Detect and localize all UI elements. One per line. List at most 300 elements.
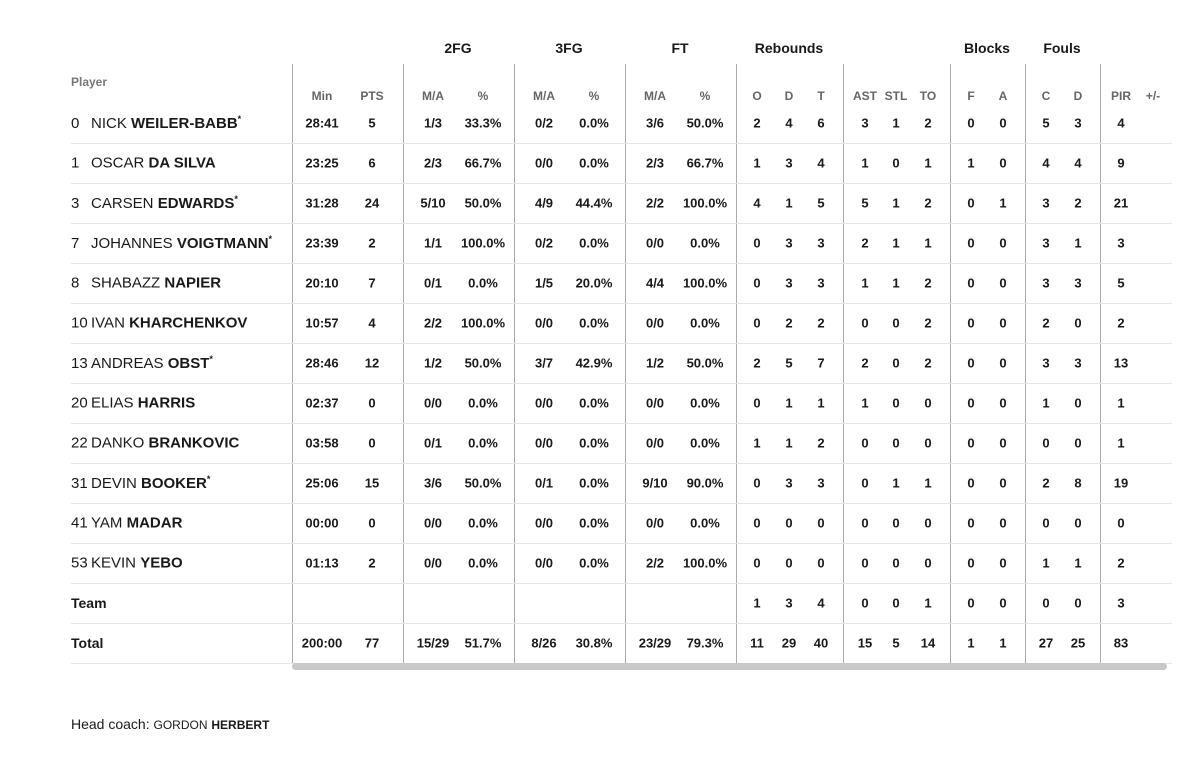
horizontal-scrollbar[interactable] xyxy=(292,663,1167,670)
player-row xyxy=(71,503,1172,544)
player-name[interactable] xyxy=(71,315,247,332)
stat-cell: 6 xyxy=(368,155,376,171)
player-number: 10 xyxy=(71,314,88,332)
player-number: 13 xyxy=(71,355,88,372)
stat-cell: 0.0% xyxy=(579,555,609,571)
stat-cell: 0 xyxy=(1042,595,1050,611)
group-header-3fg: 3FG xyxy=(555,40,583,56)
stat-cell: 4 xyxy=(1117,115,1125,131)
stat-cell: 14 xyxy=(920,635,936,651)
player-first-name: ANDREAS xyxy=(91,355,164,372)
stat-cell: 0/2 xyxy=(534,235,554,251)
column-header[interactable]: TO xyxy=(919,89,937,103)
stat-cell: 0/1 xyxy=(534,475,554,491)
stat-cell: 100.0% xyxy=(682,195,728,211)
player-last-name: NAPIER xyxy=(164,274,222,292)
stat-cell: 9 xyxy=(1117,155,1125,171)
stat-cell: 1 xyxy=(967,635,975,651)
player-row xyxy=(71,543,1172,584)
player-number: 1 xyxy=(71,154,80,172)
stat-cell: 0 xyxy=(368,435,376,451)
stat-cell: 1 xyxy=(924,475,932,491)
player-first-name: NICK xyxy=(91,115,127,132)
stat-cell: 0 xyxy=(999,515,1007,531)
stat-cell: 0 xyxy=(892,435,900,451)
stat-cell: 6 xyxy=(817,115,825,131)
stat-cell: 8/26 xyxy=(531,635,557,651)
stat-cell: 50.0% xyxy=(464,475,502,491)
stat-cell: 2 xyxy=(924,355,932,371)
starter-marker: * xyxy=(206,474,211,484)
stat-cell: 0 xyxy=(967,315,975,331)
stat-cell: 11 xyxy=(750,635,764,651)
player-name[interactable] xyxy=(71,395,195,412)
stat-cell: 90.0% xyxy=(686,475,724,491)
stat-cell: 0 xyxy=(892,515,900,531)
stat-cell: 1 xyxy=(892,115,900,131)
column-header[interactable]: % xyxy=(477,89,489,103)
stat-cell: 100.0% xyxy=(682,555,728,571)
stat-cell: 3 xyxy=(1042,195,1050,211)
column-header[interactable]: O xyxy=(752,89,762,103)
column-header[interactable]: M/A xyxy=(533,89,555,103)
player-last-name: EDWARDS xyxy=(157,195,235,212)
stat-cell: 0.0% xyxy=(468,275,498,291)
player-row xyxy=(71,143,1172,184)
stat-cell: 23/29 xyxy=(638,635,672,651)
stat-cell: 0 xyxy=(999,555,1007,571)
stat-cell: 100.0% xyxy=(682,275,728,291)
stat-cell: 00:00 xyxy=(305,515,339,531)
stat-cell: 29 xyxy=(781,635,797,651)
column-header[interactable]: M/A xyxy=(644,89,666,103)
stat-cell: 1 xyxy=(1074,235,1082,251)
player-last-name: KHARCHENKOV xyxy=(129,314,248,332)
player-row xyxy=(71,423,1172,464)
player-row xyxy=(71,383,1172,424)
player-first-name: OSCAR xyxy=(91,154,145,172)
stat-cell: 50.0% xyxy=(686,355,724,371)
stat-cell: 0/0 xyxy=(534,435,554,451)
column-header[interactable]: A xyxy=(998,89,1008,103)
starter-marker: * xyxy=(234,194,238,204)
player-name[interactable] xyxy=(71,515,182,532)
player-first-name: KEVIN xyxy=(91,554,137,572)
stat-cell: 0 xyxy=(368,515,376,531)
group-header-blk: Blocks xyxy=(964,40,1010,56)
stat-cell: 0 xyxy=(999,355,1007,371)
stat-cell: 13 xyxy=(1113,355,1129,371)
player-name[interactable] xyxy=(71,555,183,572)
stat-cell: 0 xyxy=(999,235,1007,251)
stat-cell: 0 xyxy=(892,355,900,371)
stat-cell: 3 xyxy=(785,475,793,491)
stat-cell: 1 xyxy=(861,155,869,171)
stat-cell: 42.9% xyxy=(575,355,613,371)
starter-marker: * xyxy=(209,354,213,364)
player-row xyxy=(71,103,1172,144)
stat-cell: 44.4% xyxy=(575,195,613,211)
stat-cell: 0/0 xyxy=(645,515,665,531)
stat-cell: 0 xyxy=(999,315,1007,331)
stat-cell: 0 xyxy=(967,235,975,251)
column-header[interactable]: AST xyxy=(853,89,877,103)
player-row xyxy=(71,183,1172,224)
stat-cell: 0/2 xyxy=(534,115,554,131)
stat-cell: 0/0 xyxy=(534,555,554,571)
stat-cell: 1 xyxy=(1042,395,1050,411)
stat-cell: 3 xyxy=(785,275,793,291)
stat-cell: 5 xyxy=(892,635,900,651)
stat-cell: 0 xyxy=(785,515,793,531)
stat-cell: 0 xyxy=(967,275,975,291)
stat-cell: 0 xyxy=(817,515,825,531)
stat-cell: 4 xyxy=(753,195,761,211)
stat-cell: 100.0% xyxy=(460,315,506,331)
player-name[interactable] xyxy=(71,194,238,212)
stat-cell: 15 xyxy=(857,635,873,651)
stat-cell: 2 xyxy=(368,235,376,251)
stat-cell: 1 xyxy=(1117,395,1125,411)
starter-marker: * xyxy=(237,114,242,124)
stat-cell: 1 xyxy=(1074,555,1082,571)
stat-cell: 5 xyxy=(1042,115,1050,131)
stat-cell: 28:46 xyxy=(305,355,339,371)
stat-cell: 9/10 xyxy=(642,475,668,491)
stat-cell: 3/7 xyxy=(534,355,554,371)
stat-cell: 0.0% xyxy=(468,515,498,531)
stat-cell: 2/2 xyxy=(645,555,665,571)
stat-cell: 1 xyxy=(892,235,900,251)
stat-cell: 0/0 xyxy=(423,515,443,531)
stat-cell: 0 xyxy=(999,435,1007,451)
stat-cell: 2 xyxy=(861,235,869,251)
stat-cell: 4 xyxy=(1074,155,1082,171)
stat-cell: 0 xyxy=(861,435,869,451)
stat-cell: 0 xyxy=(999,395,1007,411)
player-row xyxy=(71,463,1172,504)
stat-cell: 0 xyxy=(861,515,869,531)
stat-cell: 83 xyxy=(1113,635,1129,651)
player-first-name: SHABAZZ xyxy=(91,274,161,292)
stat-cell: 0 xyxy=(967,435,975,451)
stat-cell: 0 xyxy=(967,475,975,491)
stat-cell: 1 xyxy=(892,275,900,291)
total-row xyxy=(71,623,1172,664)
stat-cell: 0 xyxy=(1042,515,1050,531)
stat-cell: 25:06 xyxy=(305,475,339,491)
stat-cell: 1/2 xyxy=(423,355,443,371)
player-first-name: YAM xyxy=(91,514,123,532)
stat-cell: 2 xyxy=(861,355,869,371)
stat-cell: 0.0% xyxy=(579,115,609,131)
player-number: 31 xyxy=(71,475,88,492)
player-row xyxy=(71,223,1172,264)
stat-cell: 23:39 xyxy=(305,235,339,251)
stat-cell: 23:25 xyxy=(305,155,339,171)
column-header[interactable]: PTS xyxy=(360,89,384,103)
column-header[interactable]: D xyxy=(1073,89,1083,103)
player-last-name: HARRIS xyxy=(137,394,196,412)
player-row xyxy=(71,343,1172,384)
player-last-name: BOOKER xyxy=(141,475,207,492)
stat-cell: 0 xyxy=(753,555,761,571)
stat-cell: 0.0% xyxy=(468,435,498,451)
column-header[interactable]: STL xyxy=(884,89,908,103)
stat-cell: 0/0 xyxy=(534,395,554,411)
stat-cell: 20:10 xyxy=(305,275,339,291)
stat-cell: 0 xyxy=(967,395,975,411)
stat-cell: 0 xyxy=(1074,515,1082,531)
stat-cell: 2/2 xyxy=(645,195,665,211)
player-number: 22 xyxy=(71,434,88,452)
stat-cell: 3 xyxy=(785,155,793,171)
stat-cell: 12 xyxy=(364,355,380,371)
stat-cell: 1/2 xyxy=(645,355,665,371)
stat-cell: 3 xyxy=(1042,355,1050,371)
stat-cell: 03:58 xyxy=(305,435,339,451)
stat-cell: 1/3 xyxy=(423,115,443,131)
stat-cell: 2 xyxy=(924,315,932,331)
stat-cell: 2 xyxy=(817,435,825,451)
player-number: 0 xyxy=(71,115,80,132)
stat-cell: 1/5 xyxy=(534,275,554,291)
stat-cell: 3 xyxy=(817,235,825,251)
stat-cell: 3 xyxy=(1042,275,1050,291)
stat-cell: 0 xyxy=(753,475,761,491)
stat-cell: 0 xyxy=(1117,515,1125,531)
stat-cell: 0 xyxy=(368,395,376,411)
stat-cell: 0 xyxy=(1074,315,1082,331)
column-header[interactable]: +/- xyxy=(1145,89,1161,103)
player-first-name: IVAN xyxy=(91,314,125,332)
column-header[interactable]: T xyxy=(817,89,825,103)
stat-cell: 2 xyxy=(817,315,825,331)
stat-cell: 0 xyxy=(1074,435,1082,451)
player-name[interactable] xyxy=(71,155,216,172)
stat-cell: 27 xyxy=(1038,635,1054,651)
group-header-2fg: 2FG xyxy=(444,40,472,56)
stat-cell: 66.7% xyxy=(686,155,724,171)
column-header[interactable]: % xyxy=(699,89,711,103)
stat-cell: 0.0% xyxy=(690,435,720,451)
player-last-name: WEILER-BABB xyxy=(131,115,238,132)
player-last-name: VOIGTMANN xyxy=(176,235,269,252)
stat-cell: 1 xyxy=(861,395,869,411)
stat-cell: 0 xyxy=(892,315,900,331)
stat-cell: 15 xyxy=(364,475,380,491)
stat-cell: 0.0% xyxy=(690,515,720,531)
stat-cell: 1 xyxy=(785,395,793,411)
stat-cell: 5/10 xyxy=(420,195,446,211)
stat-cell: 3 xyxy=(861,115,869,131)
player-first-name: ELIAS xyxy=(91,394,134,412)
stat-cell: 0 xyxy=(892,155,900,171)
stat-cell: 0 xyxy=(967,115,975,131)
head-coach-label: Head coach: xyxy=(71,716,150,732)
stat-cell: 3 xyxy=(1117,595,1125,611)
stat-cell: 5 xyxy=(1117,275,1125,291)
stat-cell: 20.0% xyxy=(575,275,613,291)
stat-cell: 28:41 xyxy=(305,115,339,131)
player-name[interactable] xyxy=(71,114,241,132)
column-header[interactable]: Min xyxy=(311,89,333,103)
player-number: 8 xyxy=(71,274,80,292)
column-header[interactable]: PIR xyxy=(1110,89,1132,103)
player-name[interactable] xyxy=(71,474,210,492)
stat-cell: 1 xyxy=(892,195,900,211)
stat-cell: 0/0 xyxy=(645,435,665,451)
stat-cell: 0 xyxy=(967,595,975,611)
player-first-name: CARSEN xyxy=(91,195,154,212)
stat-cell: 0.0% xyxy=(579,315,609,331)
player-row xyxy=(71,303,1172,344)
group-header-reb: Rebounds xyxy=(754,40,824,56)
player-name[interactable] xyxy=(71,275,221,292)
stat-cell: 1 xyxy=(967,155,975,171)
player-number: 41 xyxy=(71,514,88,532)
column-header[interactable]: M/A xyxy=(422,89,444,103)
stat-cell: 77 xyxy=(364,635,380,651)
stat-cell: 2/3 xyxy=(645,155,665,171)
player-last-name: MADAR xyxy=(126,514,183,532)
player-number: 20 xyxy=(71,394,88,412)
stat-cell: 0 xyxy=(892,595,900,611)
stat-cell: 0.0% xyxy=(468,555,498,571)
stat-cell: 1 xyxy=(817,395,825,411)
stat-cell: 66.7% xyxy=(464,155,502,171)
stat-cell: 3 xyxy=(785,595,793,611)
stat-cell: 0 xyxy=(753,235,761,251)
stat-cell: 1 xyxy=(924,155,932,171)
stat-cell: 1 xyxy=(1042,555,1050,571)
stat-cell: 2 xyxy=(785,315,793,331)
stat-cell: 0 xyxy=(753,275,761,291)
stat-cell: 4 xyxy=(817,155,825,171)
stat-cell: 0 xyxy=(892,555,900,571)
stat-cell: 50.0% xyxy=(686,115,724,131)
stat-cell: 0 xyxy=(924,435,932,451)
stat-cell: 0.0% xyxy=(579,155,609,171)
stat-cell: 0 xyxy=(999,155,1007,171)
stat-cell: 2 xyxy=(1042,475,1050,491)
starter-marker: * xyxy=(268,234,273,244)
stat-cell: 2 xyxy=(924,115,932,131)
column-header[interactable]: D xyxy=(784,89,794,103)
stat-cell: 2/2 xyxy=(423,315,443,331)
column-header[interactable]: C xyxy=(1041,89,1051,103)
stat-cell: 1 xyxy=(999,635,1007,651)
column-header[interactable]: F xyxy=(967,89,975,103)
total-label: Total xyxy=(71,635,104,651)
stat-cell: 2 xyxy=(753,115,761,131)
stat-cell: 2 xyxy=(924,275,932,291)
head-coach-first-name: GORDON xyxy=(153,718,208,732)
stat-cell: 1 xyxy=(861,275,869,291)
stat-cell: 0 xyxy=(892,395,900,411)
column-header[interactable]: % xyxy=(588,89,600,103)
stat-cell: 33.3% xyxy=(464,115,502,131)
stat-cell: 40 xyxy=(813,635,829,651)
stat-cell: 0 xyxy=(999,595,1007,611)
stat-cell: 0 xyxy=(861,315,869,331)
player-name[interactable] xyxy=(71,435,239,452)
stat-cell: 0.0% xyxy=(579,475,609,491)
stat-cell: 79.3% xyxy=(686,635,724,651)
player-last-name: YEBO xyxy=(140,554,183,572)
stat-cell: 50.0% xyxy=(464,355,502,371)
player-last-name: DA SILVA xyxy=(148,154,216,172)
team-label: Team xyxy=(71,595,107,611)
stat-cell: 0.0% xyxy=(579,515,609,531)
stat-cell: 3 xyxy=(1042,235,1050,251)
stat-cell: 0 xyxy=(999,275,1007,291)
stat-cell: 0 xyxy=(753,395,761,411)
stat-cell: 100.0% xyxy=(460,235,506,251)
stat-cell: 0 xyxy=(753,515,761,531)
stat-cell: 0.0% xyxy=(579,395,609,411)
stat-cell: 0 xyxy=(1074,395,1082,411)
head-coach xyxy=(71,716,269,732)
stat-cell: 5 xyxy=(368,115,376,131)
group-header-ft: FT xyxy=(671,40,689,56)
stat-cell: 0 xyxy=(967,555,975,571)
stat-cell: 1 xyxy=(1117,435,1125,451)
stat-cell: 3 xyxy=(1074,355,1082,371)
stat-cell: 3 xyxy=(1074,275,1082,291)
stat-cell: 1 xyxy=(924,235,932,251)
stat-cell: 02:37 xyxy=(305,395,339,411)
stat-cell: 1 xyxy=(999,195,1007,211)
stat-cell: 7 xyxy=(368,275,376,291)
stat-cell: 0 xyxy=(967,195,975,211)
stat-cell: 200:00 xyxy=(301,635,343,651)
stat-cell: 4 xyxy=(368,315,376,331)
stat-cell: 0 xyxy=(861,595,869,611)
stat-cell: 51.7% xyxy=(464,635,502,651)
stat-cell: 0 xyxy=(967,515,975,531)
stat-cell: 25 xyxy=(1070,635,1086,651)
stat-cell: 0/0 xyxy=(645,315,665,331)
stat-cell: 0.0% xyxy=(690,395,720,411)
player-number: 3 xyxy=(71,195,80,212)
stat-cell: 4 xyxy=(785,115,793,131)
player-name[interactable] xyxy=(71,234,272,252)
stat-cell: 4/9 xyxy=(534,195,554,211)
player-row xyxy=(71,263,1172,304)
stat-cell: 1 xyxy=(753,435,761,451)
player-first-name: DEVIN xyxy=(91,475,137,492)
head-coach-last-name: HERBERT xyxy=(211,718,270,732)
player-last-name: BRANKOVIC xyxy=(148,434,240,452)
stat-cell: 0 xyxy=(999,115,1007,131)
stat-cell: 0.0% xyxy=(579,235,609,251)
stat-cell: 4/4 xyxy=(645,275,665,291)
stat-cell: 3 xyxy=(785,235,793,251)
stat-cell: 4 xyxy=(1042,155,1050,171)
stat-cell: 0.0% xyxy=(468,395,498,411)
stat-cell: 3 xyxy=(1117,235,1125,251)
stat-cell: 21 xyxy=(1113,195,1129,211)
stat-cell: 7 xyxy=(817,355,825,371)
stat-cell: 2/3 xyxy=(423,155,443,171)
player-name[interactable] xyxy=(71,354,213,372)
stat-cell: 2 xyxy=(368,555,376,571)
stat-cell: 0 xyxy=(967,355,975,371)
stat-cell: 0.0% xyxy=(690,315,720,331)
stat-cell: 15/29 xyxy=(416,635,450,651)
stat-cell: 5 xyxy=(817,195,825,211)
